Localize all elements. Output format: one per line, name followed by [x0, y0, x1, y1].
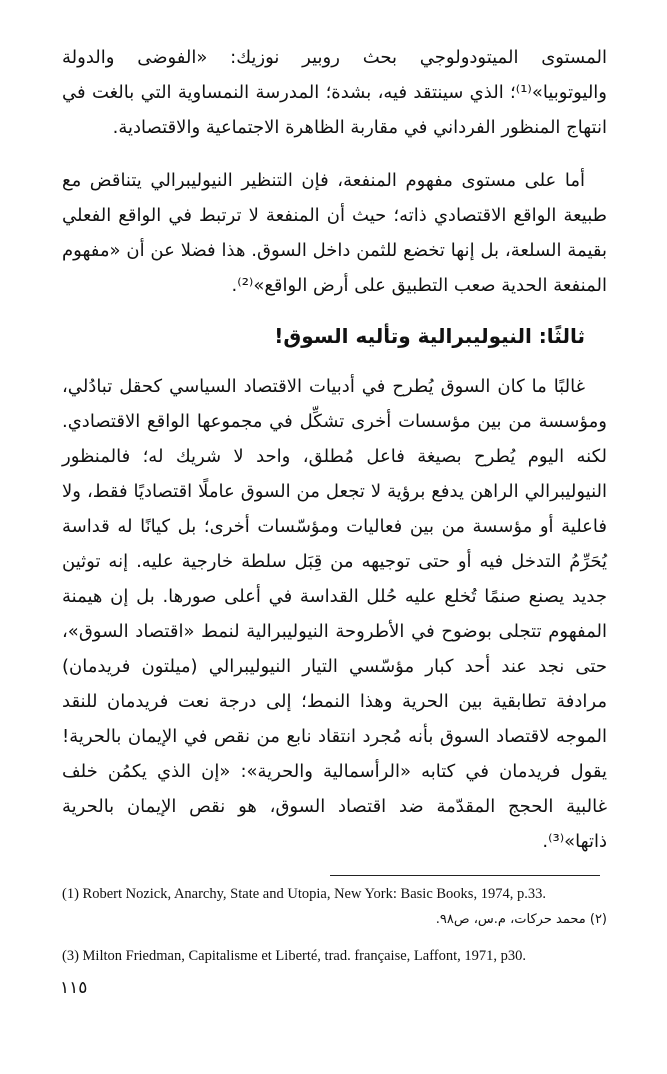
paragraph-3: غالبًا ما كان السوق يُطرح في أدبيات الاقتصاد السياسي كحقل تبادُلي، ومؤسسة من بين مؤسسات أخرى تشكِّل في مجموعها الواقع الاقتصادي. لكنه اليوم يُطرح بصيغة فاعل مُطلق، واحد لا شريك له؛ فالمنظور النيوليبرالي الراهن يدفع برؤية لا تجعل من السوق عاملًا اقتصاديًا فقط، ولا فاعلية أو مؤسسة من بين فعاليات ومؤسّسات أخرى؛ بل كيانًا له قداسة يُحَرِّمُ التدخل فيه أو حتى توجيهه من قِبَل سلطة خارجية عليه. إنه توثين جديد يصنع صنمًا تُخلع عليه حُلل القداسة في أعلى صورها. بل إن هيمنة المفهوم تتجلى بوضوح في الأطروحة النيوليبرالية لنمط «اقتصاد السوق»، حتى نجد عند أحد كبار مؤسّسي التيار النيوليبرالي (ميلتون فريدمان) مرادفة تطابقية بين الحرية وهذا النمط؛ إلى درجة نعت فريدمان للنقد الموجه لاقتصاد السوق بأنه مُجرد انتقاد نابع من نقص في الإيمان بالحرية! يقول فريدمان في كتابه «الرأسمالية والحرية»: «إن الذي يكمُن خلف غالبية الحجج المقدّمة ضد اقتصاد السوق، هو نقص الإيمان بالحرية ذاتها»⁽³⁾.	[62, 376, 607, 852]
footnote-2: (٢) محمد حركات، م.س، ص٩٨.	[435, 912, 607, 927]
section-heading: ثالثًا: النيوليبرالية وتأليه السوق!	[274, 324, 585, 348]
footnote-divider	[330, 875, 600, 876]
paragraph-1: المستوى الميتودولوجي بحث روبير نوزيك: «الفوضى والدولة واليوتوبيا»⁽¹⁾؛ الذي سينتقد فيه، بشدة؛ المدرسة النمساوية التي بالغت في انتهاج المنظور الفرداني في مقاربة الظاهرة الاجتماعية والاقتصادية.	[62, 47, 607, 138]
page-number: ١١٥	[60, 978, 88, 998]
paragraph-2: أما على مستوى مفهوم المنفعة، فإن التنظير النيوليبرالي يتناقض مع طبيعة الواقع الاقتصادي ذاته؛ حيث أن المنفعة لا ترتبط في الواقع الفعلي بقيمة السلعة، بل إنها تخضع للثمن داخل السوق. هذا فضلا عن أن «مفهوم المنفعة الحدية صعب التطبيق على أرض الواقع»⁽²⁾.	[62, 170, 607, 296]
main-text	[62, 40, 607, 877]
footnote-3: (3) Milton Friedman, Capitalisme et Liberté, trad. française, Laffont, 1971, p30.	[62, 948, 527, 964]
footnote-1: (1) Robert Nozick, Anarchy, State and Utopia, New York: Basic Books, 1974, p.33.	[62, 886, 546, 902]
